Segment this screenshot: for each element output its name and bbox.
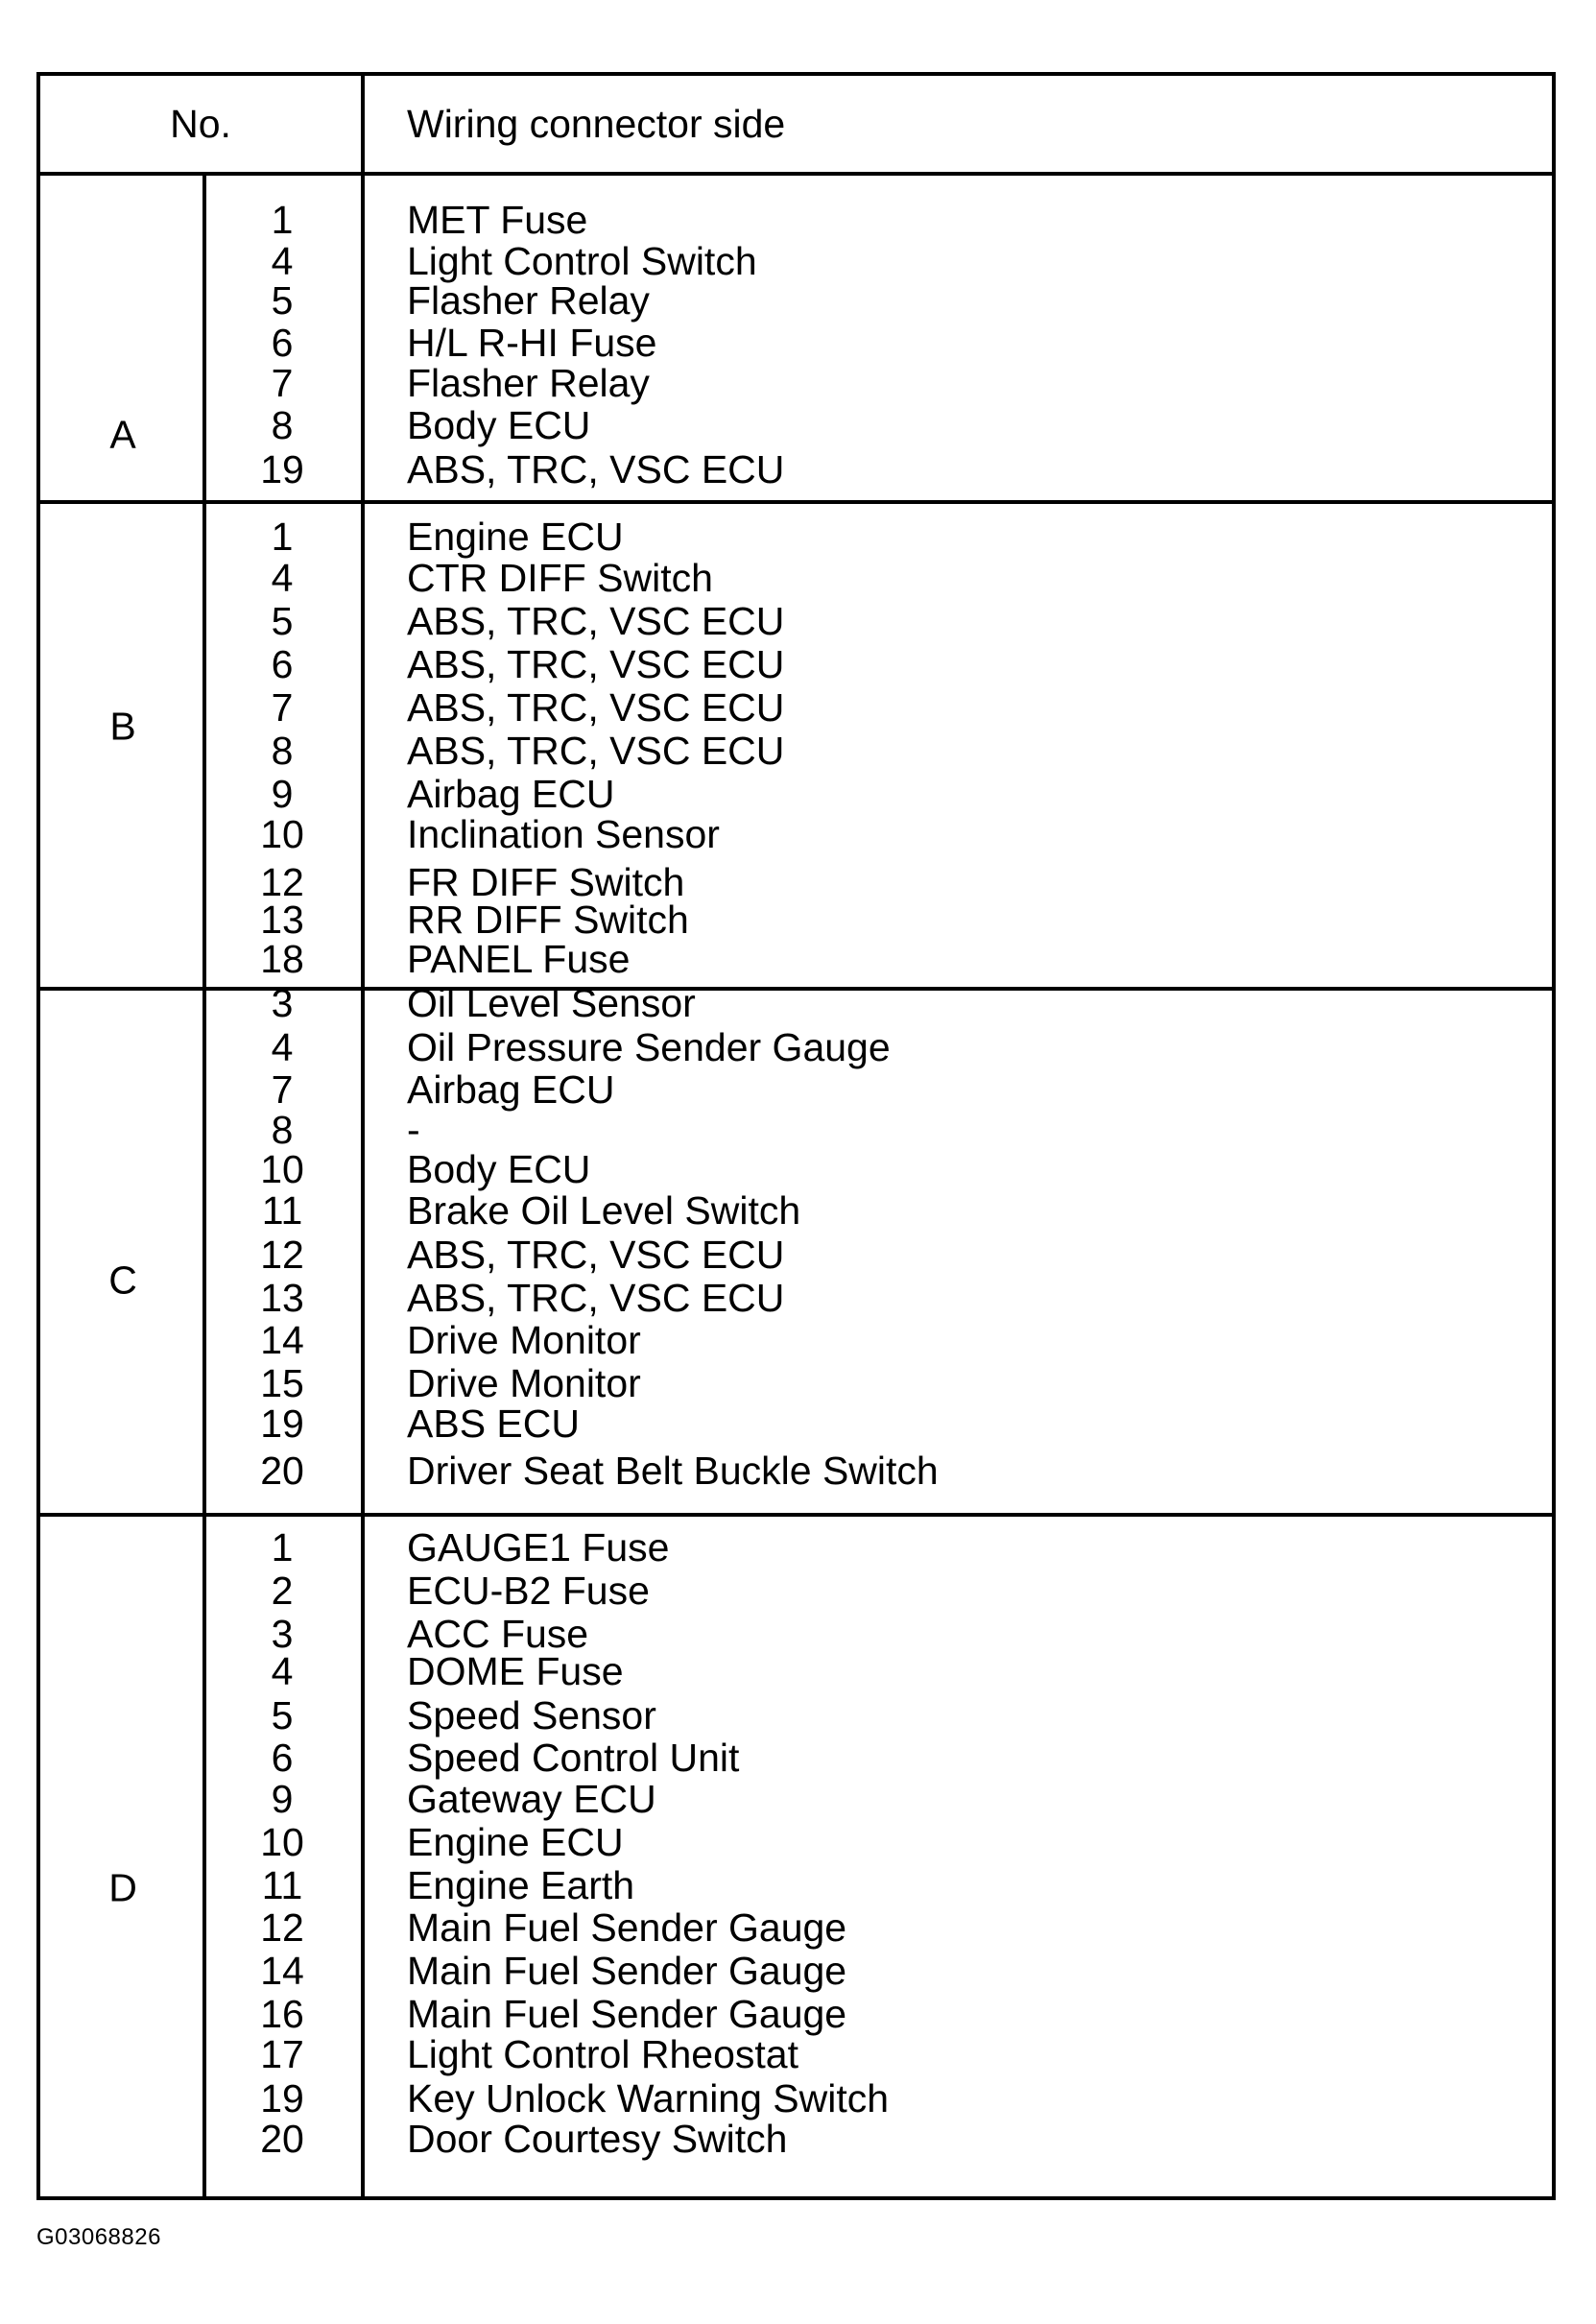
wiring-connector-side-text: PANEL Fuse: [407, 937, 631, 981]
pin-number: 13: [260, 898, 304, 942]
pin-number: 4: [271, 1649, 294, 1693]
pin-number: 18: [260, 937, 304, 981]
pin-number: 17: [260, 2032, 304, 2076]
pin-number: 13: [260, 1276, 304, 1320]
wiring-connector-side-text: Light Control Rheostat: [407, 2032, 798, 2076]
wiring-connector-side-text: Speed Control Unit: [407, 1736, 740, 1780]
pin-number: 1: [271, 1525, 294, 1569]
wiring-connector-side-text: Main Fuel Sender Gauge: [407, 1992, 847, 2036]
group-divider-a-b: [40, 500, 1552, 504]
pin-number: 7: [271, 1067, 294, 1112]
header-wiring-connector-side: Wiring connector side: [407, 102, 786, 146]
wiring-connector-side-text: Engine Earth: [407, 1863, 635, 1907]
pin-number: 3: [271, 981, 294, 1025]
wiring-connector-side-text: CTR DIFF Switch: [407, 556, 713, 600]
wiring-connector-side-text: Airbag ECU: [407, 1067, 615, 1112]
wiring-connector-side-text: ABS, TRC, VSC ECU: [407, 447, 785, 491]
pin-number: 12: [260, 860, 304, 904]
pin-number: 10: [260, 812, 304, 856]
pin-number: 6: [271, 321, 294, 365]
pin-number: 7: [271, 685, 294, 730]
pin-number: 1: [271, 198, 294, 242]
pin-number: 19: [260, 447, 304, 491]
figure-code: G03068826: [36, 2224, 161, 2250]
pin-number: 6: [271, 642, 294, 686]
wiring-connector-side-text: Engine ECU: [407, 515, 624, 559]
pin-number: 6: [271, 1736, 294, 1780]
pin-number: 9: [271, 1777, 294, 1821]
pin-number: 10: [260, 1147, 304, 1191]
wiring-connector-side-text: Speed Sensor: [407, 1693, 656, 1737]
pin-number: 5: [271, 599, 294, 643]
wiring-connector-side-text: Oil Pressure Sender Gauge: [407, 1025, 891, 1069]
group-label-b: B: [109, 704, 136, 749]
column-divider: [361, 76, 365, 2196]
wiring-connector-side-text: ABS, TRC, VSC ECU: [407, 729, 785, 773]
wiring-connector-side-text: DOME Fuse: [407, 1649, 624, 1693]
connector-pin-table: [36, 72, 1556, 2200]
wiring-connector-side-text: Drive Monitor: [407, 1361, 641, 1405]
wiring-connector-side-text: RR DIFF Switch: [407, 898, 689, 942]
header-divider: [40, 172, 1552, 176]
wiring-connector-side-text: Flasher Relay: [407, 361, 650, 405]
wiring-connector-side-text: ACC Fuse: [407, 1612, 589, 1656]
pin-number: 4: [271, 239, 294, 283]
wiring-connector-side-text: MET Fuse: [407, 198, 588, 242]
pin-number: 15: [260, 1361, 304, 1405]
wiring-connector-side-text: -: [407, 1108, 420, 1152]
pin-number: 14: [260, 1318, 304, 1362]
pin-number: 4: [271, 556, 294, 600]
pin-number: 19: [260, 2076, 304, 2120]
wiring-connector-side-text: Body ECU: [407, 403, 591, 447]
wiring-connector-side-text: Inclination Sensor: [407, 812, 720, 856]
wiring-connector-side-text: ABS, TRC, VSC ECU: [407, 1233, 785, 1277]
wiring-connector-side-text: ABS ECU: [407, 1402, 580, 1446]
pin-number: 10: [260, 1820, 304, 1864]
wiring-connector-side-text: ABS, TRC, VSC ECU: [407, 1276, 785, 1320]
pin-number: 9: [271, 772, 294, 816]
pin-number: 19: [260, 1402, 304, 1446]
wiring-connector-side-text: Door Courtesy Switch: [407, 2117, 788, 2161]
header-no: No.: [170, 102, 231, 146]
pin-number: 5: [271, 278, 294, 323]
wiring-connector-side-text: Flasher Relay: [407, 278, 650, 323]
wiring-connector-side-text: ABS, TRC, VSC ECU: [407, 642, 785, 686]
wiring-connector-side-text: Drive Monitor: [407, 1318, 641, 1362]
wiring-connector-side-text: Oil Level Sensor: [407, 981, 696, 1025]
pin-number: 1: [271, 515, 294, 559]
group-label-c: C: [108, 1258, 137, 1303]
group-divider-c-d: [40, 1513, 1552, 1517]
wiring-connector-side-text: Driver Seat Belt Buckle Switch: [407, 1449, 939, 1493]
pin-number: 11: [261, 1863, 303, 1907]
wiring-connector-side-text: Body ECU: [407, 1147, 591, 1191]
wiring-connector-side-text: Brake Oil Level Switch: [407, 1188, 801, 1233]
pin-number: 5: [271, 1693, 294, 1737]
pin-number: 16: [260, 1992, 304, 2036]
pin-number: 12: [260, 1233, 304, 1277]
wiring-connector-side-text: Key Unlock Warning Switch: [407, 2076, 890, 2120]
wiring-connector-side-text: ABS, TRC, VSC ECU: [407, 685, 785, 730]
pin-number: 4: [271, 1025, 294, 1069]
pin-number: 14: [260, 1949, 304, 1993]
wiring-connector-side-text: FR DIFF Switch: [407, 860, 685, 904]
wiring-connector-side-text: Airbag ECU: [407, 772, 615, 816]
wiring-connector-side-text: Main Fuel Sender Gauge: [407, 1949, 847, 1993]
wiring-connector-side-text: ABS, TRC, VSC ECU: [407, 599, 785, 643]
wiring-connector-side-text: Engine ECU: [407, 1820, 624, 1864]
pin-number: 8: [271, 403, 294, 447]
pin-number: 11: [261, 1188, 303, 1233]
pin-number: 8: [271, 1108, 294, 1152]
wiring-connector-side-text: GAUGE1 Fuse: [407, 1525, 670, 1569]
pin-number: 20: [260, 2117, 304, 2161]
pin-number: 2: [271, 1569, 294, 1613]
wiring-connector-side-text: Gateway ECU: [407, 1777, 656, 1821]
wiring-connector-side-text: ECU-B2 Fuse: [407, 1569, 650, 1613]
pin-number: 8: [271, 729, 294, 773]
wiring-connector-side-text: Main Fuel Sender Gauge: [407, 1905, 847, 1950]
group-label-a: A: [109, 412, 136, 457]
pin-number: 20: [260, 1449, 304, 1493]
wiring-connector-side-text: H/L R-HI Fuse: [407, 321, 657, 365]
pin-number: 3: [271, 1612, 294, 1656]
pin-number: 12: [260, 1905, 304, 1950]
wiring-connector-side-text: Light Control Switch: [407, 239, 757, 283]
group-label-d: D: [108, 1865, 137, 1910]
pin-number: 7: [271, 361, 294, 405]
